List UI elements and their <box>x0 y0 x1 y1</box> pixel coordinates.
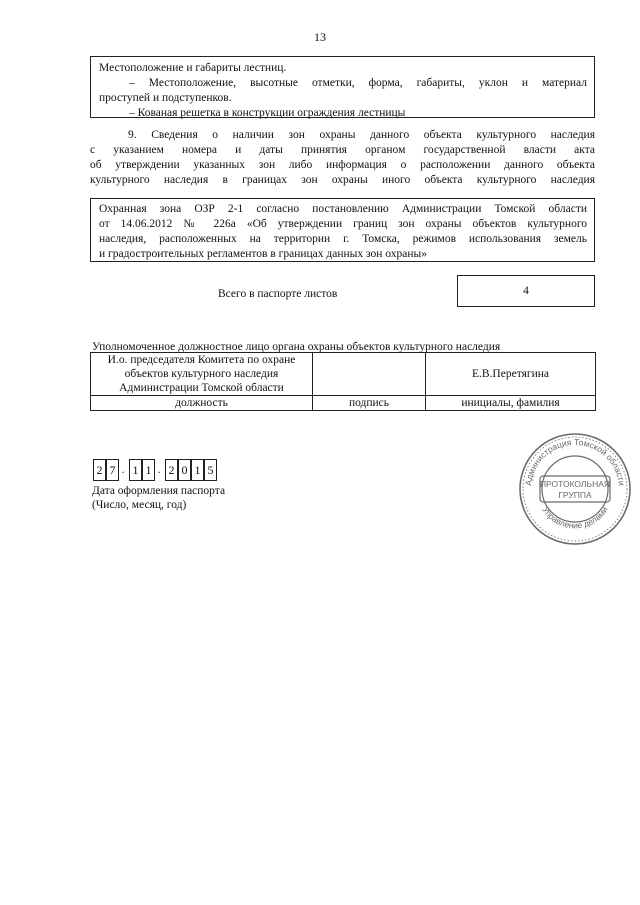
sheets-total-value: 4 <box>457 275 595 307</box>
date-month-digit-2: 1 <box>142 459 155 481</box>
zone-line-4: и градостроительных регламентов в границах данных зон охраны» <box>99 248 427 260</box>
section-9-line-3: об утверждении указанных зон либо информация о расположении данного объекта <box>90 159 595 171</box>
caption-name: инициалы, фамилия <box>426 396 596 411</box>
date-sublabel: (Число, месяц, год) <box>92 499 187 511</box>
stamp-center-line-1: ПРОТОКОЛЬНАЯ <box>539 479 611 489</box>
date-year-digit-2: 0 <box>178 459 191 481</box>
signature-cell <box>313 353 426 396</box>
date-day-digit-2: 7 <box>106 459 119 481</box>
stairs-line-4: – Кованая решетка в конструкции ограждения лестницы <box>129 107 406 119</box>
stamp-ring-text-bottom: Управление делами <box>540 504 610 531</box>
stamp-center-line-2: ГРУППА <box>558 490 592 500</box>
zone-line-1: Охранная зона ОЗР 2-1 согласно постановлению Администрации Томской области <box>99 203 587 215</box>
date-separator: . <box>157 464 161 476</box>
date-label: Дата оформления паспорта <box>92 485 226 497</box>
signature-table <box>90 352 596 411</box>
caption-row <box>91 396 596 411</box>
date-year-digit-1: 2 <box>165 459 178 481</box>
signature-row <box>91 353 596 396</box>
caption-signature: подпись <box>313 396 426 411</box>
position-line-3: Администрации Томской области <box>119 382 284 394</box>
official-name: Е.В.Перетягина <box>426 353 596 396</box>
section-9-line-1: 9. Сведения о наличии зон охраны данного объекта культурного наследия <box>128 129 595 141</box>
date-separator: . <box>121 464 125 476</box>
zone-line-3: наследия, расположенных на территории г. Томска, режимов использования земель <box>99 233 587 245</box>
stairs-info-box <box>90 56 595 118</box>
stamp-ring-text: Администрация Томской области <box>523 436 627 487</box>
date-year-digit-3: 1 <box>191 459 204 481</box>
stairs-line-1: Местоположение и габариты лестниц. <box>99 62 287 74</box>
date-day-digit-1: 2 <box>93 459 106 481</box>
sheets-total-label: Всего в паспорте листов <box>218 288 338 300</box>
official-position <box>91 353 313 396</box>
date-month-digit-1: 1 <box>129 459 142 481</box>
stamp-seal <box>518 432 632 546</box>
caption-position: должность <box>91 396 313 411</box>
stairs-line-3: проступей и подступенков. <box>99 92 232 104</box>
section-9-line-4: культурного наследия в границах зон охраны иного объекта культурного наследия <box>90 174 595 186</box>
zone-line-2: от 14.06.2012 № 226а «Об утверждении границ зон охраны объектов культурного <box>99 218 587 230</box>
official-heading: Уполномоченное должностное лицо органа охраны объектов культурного наследия <box>92 341 501 353</box>
page-number: 13 <box>314 30 326 44</box>
stairs-line-2: – Местоположение, высотные отметки, форма, габариты, уклон и материал <box>129 77 587 89</box>
protection-zone-box <box>90 198 595 262</box>
section-9-line-2: с указанием номера и даты принятия органом государственной власти акта <box>90 144 595 156</box>
position-line-2: объектов культурного наследия <box>124 368 279 380</box>
date-year-digit-4: 5 <box>204 459 217 481</box>
position-line-1: И.о. председателя Комитета по охране <box>107 354 296 366</box>
